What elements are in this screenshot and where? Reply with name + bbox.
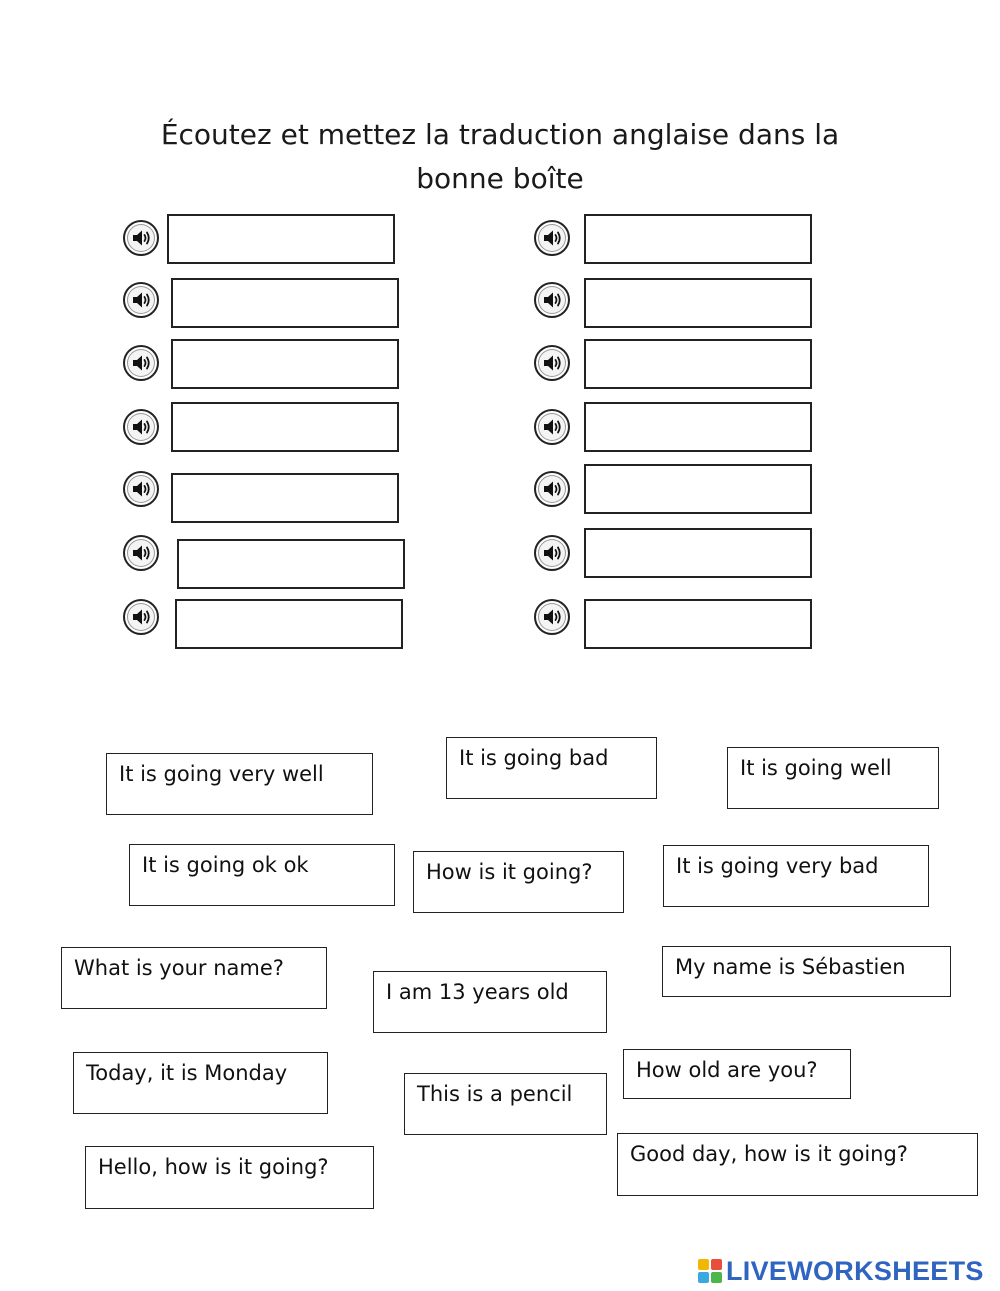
speaker-glyph xyxy=(539,350,565,376)
answer-drop-box[interactable] xyxy=(171,402,399,452)
speaker-icon[interactable] xyxy=(123,409,159,445)
speaker-glyph xyxy=(128,476,154,502)
answer-drop-box[interactable] xyxy=(171,278,399,328)
answer-card[interactable]: How is it going? xyxy=(413,851,624,913)
answer-card[interactable]: What is your name? xyxy=(61,947,327,1009)
instructions-line-2: bonne boîte xyxy=(416,162,584,195)
speaker-glyph xyxy=(128,414,154,440)
instructions-line-1: Écoutez et mettez la traduction anglaise dans la xyxy=(160,118,840,151)
speaker-icon[interactable] xyxy=(123,282,159,318)
speaker-icon[interactable] xyxy=(123,535,159,571)
answer-card[interactable]: I am 13 years old xyxy=(373,971,607,1033)
answer-card[interactable]: Today, it is Monday xyxy=(73,1052,328,1114)
answer-card[interactable]: Good day, how is it going? xyxy=(617,1133,978,1196)
speaker-glyph xyxy=(539,540,565,566)
answer-drop-box[interactable] xyxy=(167,214,395,264)
answer-drop-box[interactable] xyxy=(584,599,812,649)
instructions-title xyxy=(100,113,900,201)
speaker-glyph xyxy=(539,225,565,251)
answer-card[interactable]: It is going ok ok xyxy=(129,844,395,906)
answer-drop-box[interactable] xyxy=(584,464,812,514)
speaker-icon[interactable] xyxy=(534,282,570,318)
answer-drop-box[interactable] xyxy=(171,339,399,389)
speaker-glyph xyxy=(539,414,565,440)
speaker-glyph xyxy=(128,225,154,251)
speaker-glyph xyxy=(539,476,565,502)
answer-card[interactable]: How old are you? xyxy=(623,1049,851,1099)
answer-card[interactable]: Hello, how is it going? xyxy=(85,1146,374,1209)
answer-drop-box[interactable] xyxy=(584,278,812,328)
speaker-glyph xyxy=(128,350,154,376)
speaker-icon[interactable] xyxy=(534,535,570,571)
answer-drop-box[interactable] xyxy=(177,539,405,589)
answer-card[interactable]: It is going very bad xyxy=(663,845,929,907)
answer-card[interactable]: It is going very well xyxy=(106,753,373,815)
answer-card[interactable]: It is going bad xyxy=(446,737,657,799)
speaker-icon[interactable] xyxy=(123,220,159,256)
answer-card[interactable]: My name is Sébastien xyxy=(662,946,951,997)
answer-drop-box[interactable] xyxy=(584,528,812,578)
speaker-icon[interactable] xyxy=(534,345,570,381)
speaker-icon[interactable] xyxy=(123,345,159,381)
speaker-glyph xyxy=(539,604,565,630)
speaker-glyph xyxy=(128,604,154,630)
answer-drop-box[interactable] xyxy=(175,599,403,649)
speaker-glyph xyxy=(539,287,565,313)
answer-drop-box[interactable] xyxy=(584,402,812,452)
speaker-icon[interactable] xyxy=(534,409,570,445)
speaker-icon[interactable] xyxy=(534,471,570,507)
speaker-glyph xyxy=(128,540,154,566)
speaker-icon[interactable] xyxy=(123,599,159,635)
answer-card[interactable]: This is a pencil xyxy=(404,1073,607,1135)
logo-mark-icon xyxy=(698,1259,722,1283)
answer-drop-box[interactable] xyxy=(584,214,812,264)
answer-card[interactable]: It is going well xyxy=(727,747,939,809)
speaker-icon[interactable] xyxy=(123,471,159,507)
speaker-icon[interactable] xyxy=(534,220,570,256)
speaker-glyph xyxy=(128,287,154,313)
answer-drop-box[interactable] xyxy=(171,473,399,523)
logo-text: LIVEWORKSHEETS xyxy=(726,1255,984,1286)
liveworksheets-logo xyxy=(698,1253,984,1289)
speaker-icon[interactable] xyxy=(534,599,570,635)
answer-drop-box[interactable] xyxy=(584,339,812,389)
